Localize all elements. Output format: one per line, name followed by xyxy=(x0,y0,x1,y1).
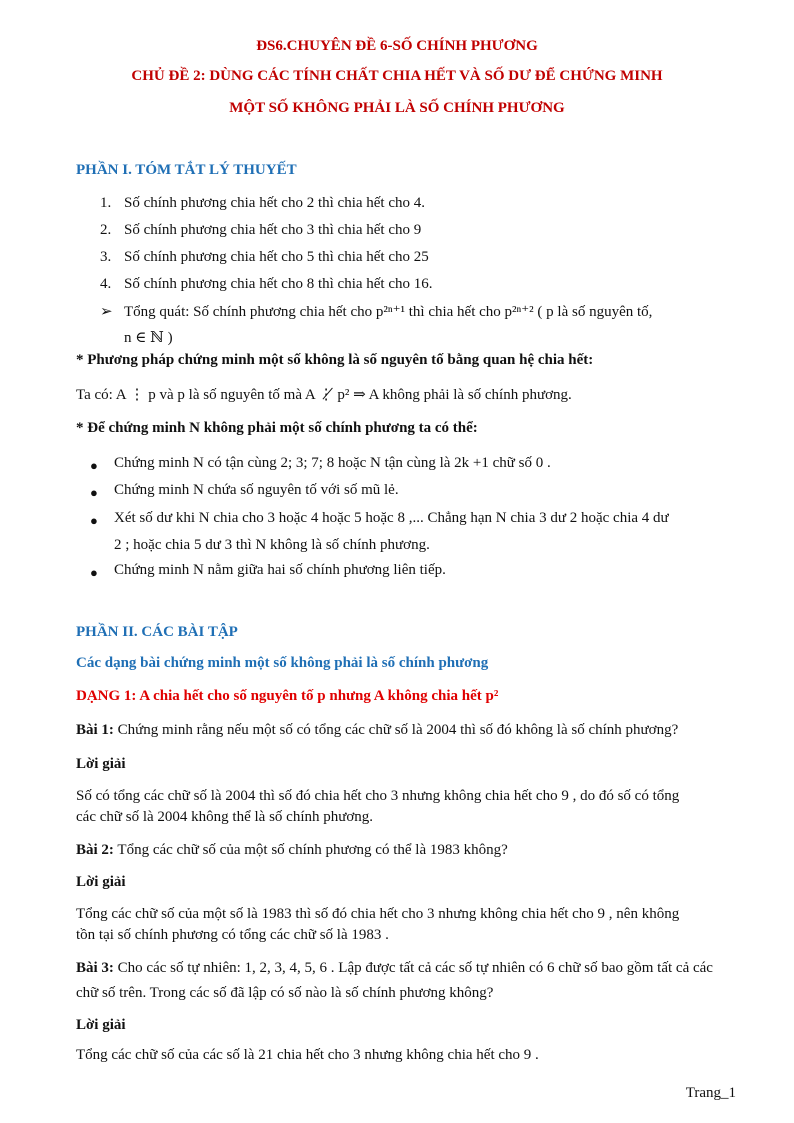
dang1-heading: DẠNG 1: A chia hết cho số nguyên tố p nhưng A không chia hết p² xyxy=(76,688,499,704)
list-item: Số chính phương chia hết cho 5 thì chia hết cho 25 xyxy=(124,249,429,265)
page-number: Trang_1 xyxy=(685,1085,736,1101)
loigiai-1: Lời giải xyxy=(76,756,126,772)
general-rule: Tổng quát: Số chính phương chia hết cho p²ⁿ⁺¹ thì chia hết cho p²ⁿ⁺² ( p là số nguyên tố, xyxy=(124,304,653,320)
list-item: Số chính phương chia hết cho 3 thì chia hết cho 9 xyxy=(124,222,422,238)
bullet-icon: ● xyxy=(90,458,98,473)
bai2-text: Tổng các chữ số của một số chính phương có thể là 1983 không? xyxy=(117,842,508,858)
list-number: 1. xyxy=(100,195,112,211)
arrow-bullet-icon: ➢ xyxy=(100,304,113,320)
part1-heading: PHẦN I. TÓM TẮT LÝ THUYẾT xyxy=(76,162,297,178)
bai1 xyxy=(76,722,678,739)
sol2-line1: Tổng các chữ số của một số là 1983 thì số đó chia hết cho 3 nhưng không chia hết cho 9 , nên không xyxy=(76,906,680,922)
list-number: 2. xyxy=(100,222,112,238)
prove-heading: * Để chứng minh N không phải một số chính phương ta có thể: xyxy=(76,420,478,436)
bullet-icon: ● xyxy=(90,565,98,580)
list-item: Số chính phương chia hết cho 2 thì chia hết cho 4. xyxy=(124,195,425,211)
list-number: 3. xyxy=(100,249,112,265)
list-number: 4. xyxy=(100,276,112,292)
bullet-item: Xét số dư khi N chia cho 3 hoặc 4 hoặc 5 hoặc 8 ,... Chẳng hạn N chia 3 dư 2 hoặc chia 4 dư xyxy=(114,510,669,526)
method-text: Ta có: A ⋮ p và p là số nguyên tố mà A ⋮̸ p² ⇒ A không phải là số chính phương. xyxy=(76,387,572,403)
general-rule-cont: n ∈ ℕ ) xyxy=(124,330,173,346)
loigiai-3: Lời giải xyxy=(76,1017,126,1033)
bai3-text: Cho các số tự nhiên: 1, 2, 3, 4, 5, 6 . Lập được tất cả các số tự nhiên có 6 chữ số bao gồm tất cả các xyxy=(117,960,713,976)
bai2-label: Bài 2: xyxy=(76,842,114,858)
bai3-label: Bài 3: xyxy=(76,960,114,976)
bullet-icon: ● xyxy=(90,513,98,528)
bullet-item: Chứng minh N nằm giữa hai số chính phương liên tiếp. xyxy=(114,562,446,578)
sol3-line1: Tổng các chữ số của các số là 21 chia hết cho 3 nhưng không chia hết cho 9 . xyxy=(76,1047,539,1063)
part2-heading: PHẦN II. CÁC BÀI TẬP xyxy=(76,624,238,640)
bai1-label: Bài 1: xyxy=(76,722,114,738)
doc-title: ĐS6.CHUYÊN ĐỀ 6-SỐ CHÍNH PHƯƠNG xyxy=(256,38,538,54)
method-heading: * Phương pháp chứng minh một số không là số nguyên tố bằng quan hệ chia hết: xyxy=(76,352,594,368)
bullet-icon: ● xyxy=(90,485,98,500)
bullet-item: Chứng minh N chứa số nguyên tố với số mũ lẻ. xyxy=(114,482,399,498)
sol1-line2: các chữ số là 2004 không thể là số chính phương. xyxy=(76,809,374,825)
bai3 xyxy=(76,960,748,977)
bullet-item: Chứng minh N có tận cùng 2; 3; 7; 8 hoặc N tận cùng là 2k +1 chữ số 0 . xyxy=(114,455,551,471)
bai3-cont: chữ số trên. Trong các số đã lập có số nào là số chính phương không? xyxy=(76,985,494,1001)
sol1-line1: Số có tổng các chữ số là 2004 thì số đó chia hết cho 3 nhưng không chia hết cho 9 , do đó số có tổng xyxy=(76,788,680,804)
list-item: Số chính phương chia hết cho 8 thì chia hết cho 16. xyxy=(124,276,433,292)
bai2 xyxy=(76,842,508,859)
doc-subtitle: CHỦ ĐỀ 2: DÙNG CÁC TÍNH CHẤT CHIA HẾT VÀ SỐ DƯ ĐỂ CHỨNG MINH xyxy=(131,68,663,84)
sol2-line2: tồn tại số chính phương có tổng các chữ số là 1983 . xyxy=(76,927,389,943)
bullet-item-cont: 2 ; hoặc chia 5 dư 3 thì N không là số chính phương. xyxy=(114,537,430,553)
bai1-text: Chứng minh rằng nếu một số có tổng các chữ số là 2004 thì số đó không là số chính phương? xyxy=(117,722,679,738)
part2-subheading: Các dạng bài chứng minh một số không phải là số chính phương xyxy=(76,655,489,671)
loigiai-2: Lời giải xyxy=(76,874,126,890)
doc-subtitle-2: MỘT SỐ KHÔNG PHẢI LÀ SỐ CHÍNH PHƯƠNG xyxy=(229,100,565,116)
